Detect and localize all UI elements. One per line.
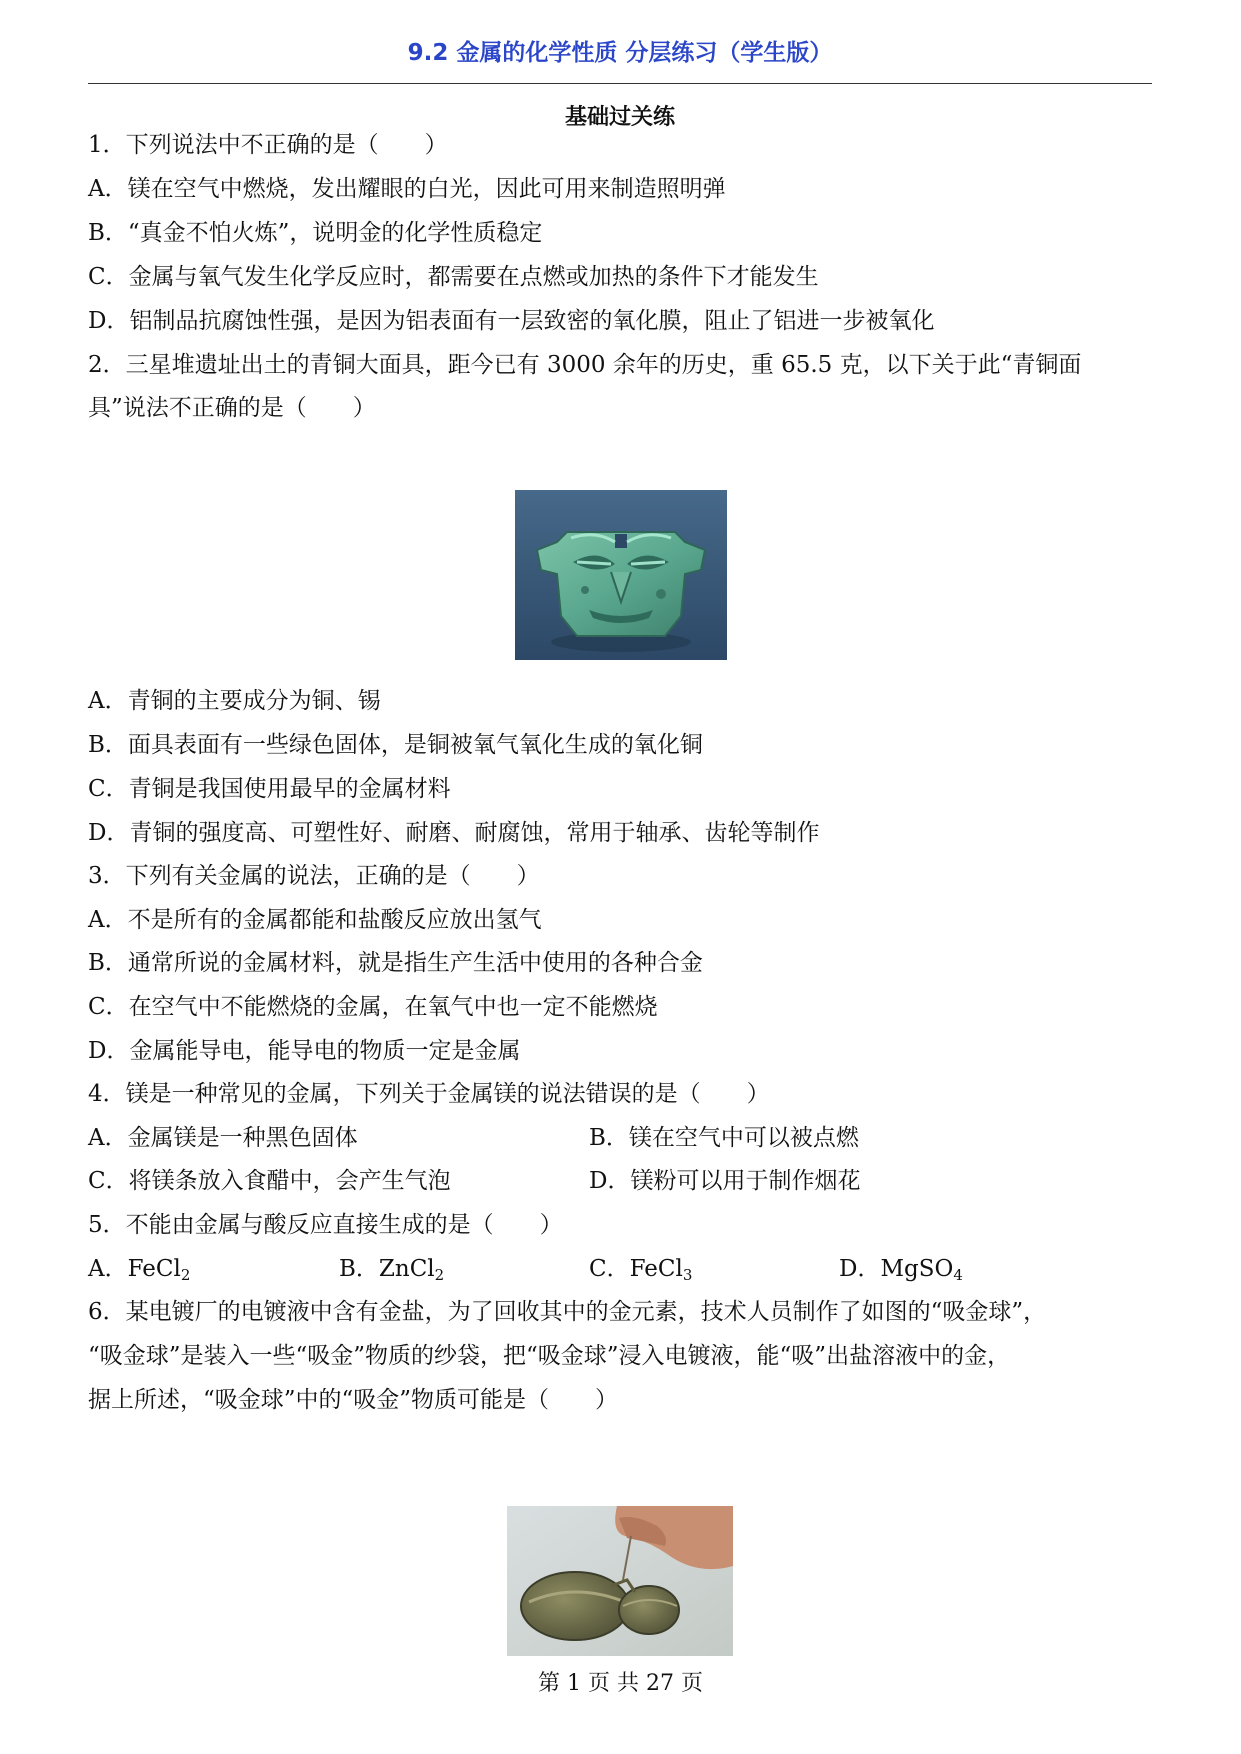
q4-stem: 4．镁是一种常见的金属，下列关于金属镁的说法错误的是（ ） xyxy=(88,1081,770,1107)
q3-option-a: A．不是所有的金属都能和盐酸反应放出氢气 xyxy=(88,907,542,933)
q2-stem-line1: 2．三星堆遗址出土的青铜大面具，距今已有 3000 余年的历史，重 65.5 克，以下关于此“青铜面 xyxy=(88,352,1082,378)
q3-option-b: B．通常所说的金属材料，就是指生产生活中使用的各种合金 xyxy=(88,950,703,976)
q5-option-c xyxy=(589,1254,692,1290)
q5-option-d-subscript: 4 xyxy=(953,1266,963,1284)
q6-stem-line3: 据上所述，“吸金球”中的“吸金”物质可能是（ ） xyxy=(88,1387,619,1413)
bronze-mask-illustration xyxy=(515,490,727,660)
page-footer: 第 1 页 共 27 页 xyxy=(538,1671,703,1696)
q5-stem: 5．不能由金属与酸反应直接生成的是（ ） xyxy=(88,1212,563,1238)
header-rule xyxy=(88,83,1152,84)
q1-option-b: B．“真金不怕火炼”，说明金的化学性质稳定 xyxy=(88,220,543,246)
q5-option-b xyxy=(339,1254,444,1290)
q3-stem: 3．下列有关金属的说法，正确的是（ ） xyxy=(88,863,540,889)
q4-option-d: D．镁粉可以用于制作烟花 xyxy=(589,1168,861,1194)
section-title: 基础过关练 xyxy=(564,105,675,130)
q3-option-d: D．金属能导电，能导电的物质一定是金属 xyxy=(88,1038,521,1064)
gold-absorbing-ball-illustration xyxy=(507,1506,733,1656)
q5-option-b-text: B．ZnCl xyxy=(339,1256,435,1282)
q4-option-c: C．将镁条放入食醋中，会产生气泡 xyxy=(88,1168,451,1194)
q2-option-d: D．青铜的强度高、可塑性好、耐磨、耐腐蚀，常用于轴承、齿轮等制作 xyxy=(88,820,820,846)
q5-option-d-text: D．MgSO xyxy=(839,1256,954,1282)
q3-option-c: C．在空气中不能燃烧的金属，在氧气中也一定不能燃烧 xyxy=(88,994,658,1020)
q5-option-a xyxy=(88,1254,190,1290)
q1-option-c: C．金属与氧气发生化学反应时，都需要在点燃或加热的条件下才能发生 xyxy=(88,264,819,290)
q1-option-a: A．镁在空气中燃烧，发出耀眼的白光，因此可用来制造照明弹 xyxy=(88,176,726,202)
header-title: 9.2 金属的化学性质 分层练习（学生版） xyxy=(407,40,833,66)
q2-option-a: A．青铜的主要成分为铜、锡 xyxy=(88,688,381,714)
q5-option-a-subscript: 2 xyxy=(180,1266,191,1284)
q5-option-d xyxy=(839,1254,963,1290)
gold-absorbing-ball-image xyxy=(507,1506,733,1656)
q1-option-d: D．铝制品抗腐蚀性强，是因为铝表面有一层致密的氧化膜，阻止了铝进一步被氧化 xyxy=(88,308,935,334)
q5-option-a-text: A．FeCl xyxy=(88,1256,181,1282)
q2-option-c: C．青铜是我国使用最早的金属材料 xyxy=(88,776,451,802)
q6-stem-line2: “吸金球”是装入一些“吸金”物质的纱袋，把“吸金球”浸入电镀液，能“吸”出盐溶液中的金， xyxy=(88,1343,1011,1369)
q5-option-c-subscript: 3 xyxy=(682,1266,693,1284)
q5-option-b-subscript: 2 xyxy=(434,1266,445,1284)
q1-stem: 1．下列说法中不正确的是（ ） xyxy=(88,132,448,158)
q2-stem-line2: 具”说法不正确的是（ ） xyxy=(88,395,376,421)
bronze-mask-image xyxy=(515,490,727,660)
q2-option-b: B．面具表面有一些绿色固体，是铜被氧气氧化生成的氧化铜 xyxy=(88,732,703,758)
q5-option-c-text: C．FeCl xyxy=(589,1256,683,1282)
q6-stem-line1: 6．某电镀厂的电镀液中含有金盐，为了回收其中的金元素，技术人员制作了如图的“吸金球”， xyxy=(88,1299,1047,1325)
q4-option-b: B．镁在空气中可以被点燃 xyxy=(589,1125,859,1151)
q4-option-a: A．金属镁是一种黑色固体 xyxy=(88,1125,358,1151)
